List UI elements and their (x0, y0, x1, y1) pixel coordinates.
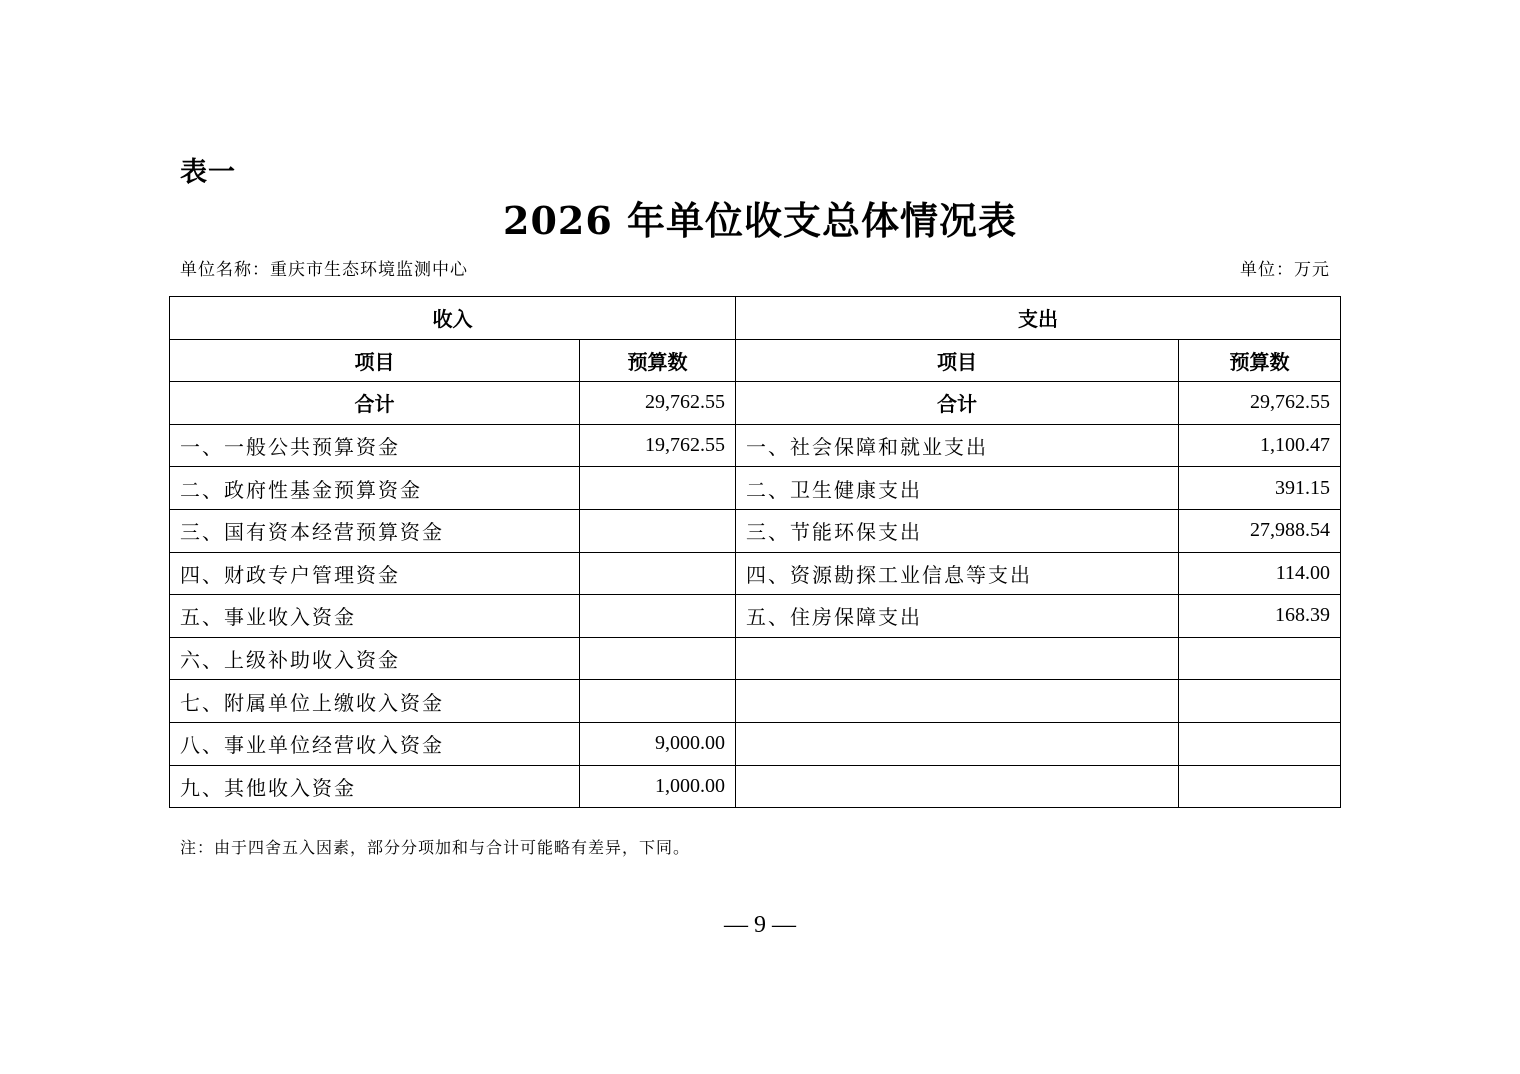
expense-value: 114.00 (1179, 552, 1341, 595)
expense-item (736, 765, 1179, 808)
expense-value: 29,762.55 (1179, 382, 1341, 425)
page-number: — 9 — (724, 912, 796, 938)
income-value (580, 637, 736, 680)
income-budget-header: 预算数 (580, 339, 736, 382)
unit-name: 单位名称：重庆市生态环境监测中心 (180, 260, 468, 280)
income-item-header: 项目 (170, 339, 580, 382)
expense-value (1179, 680, 1341, 723)
expense-value: 168.39 (1179, 595, 1341, 638)
expense-item: 二、卫生健康支出 (736, 467, 1179, 510)
income-item: 八、事业单位经营收入资金 (170, 722, 580, 765)
expense-item (736, 722, 1179, 765)
table-row (170, 765, 1341, 808)
expense-item (736, 680, 1179, 723)
expense-value: 1,100.47 (1179, 424, 1341, 467)
expense-value: 27,988.54 (1179, 509, 1341, 552)
income-value (580, 509, 736, 552)
table-row (170, 424, 1341, 467)
footnote: 注：由于四舍五入因素，部分分项加和与合计可能略有差异，下同。 (180, 838, 691, 857)
expense-item: 五、住房保障支出 (736, 595, 1179, 638)
income-value (580, 467, 736, 510)
table-row (170, 722, 1341, 765)
income-section-header: 收入 (170, 297, 736, 340)
expense-item-header: 项目 (736, 339, 1179, 382)
income-item: 五、事业收入资金 (170, 595, 580, 638)
table-row (170, 637, 1341, 680)
table-row (170, 509, 1341, 552)
expense-section-header: 支出 (736, 297, 1341, 340)
income-item: 合计 (170, 382, 580, 425)
income-item: 七、附属单位上缴收入资金 (170, 680, 580, 723)
page-title: 2026 年单位收支总体情况表 (503, 198, 1017, 243)
income-item: 六、上级补助收入资金 (170, 637, 580, 680)
income-item: 二、政府性基金预算资金 (170, 467, 580, 510)
total-row (170, 382, 1341, 425)
expense-budget-header: 预算数 (1179, 339, 1341, 382)
income-value: 29,762.55 (580, 382, 736, 425)
expense-value: 391.15 (1179, 467, 1341, 510)
table-number: 表一 (180, 157, 236, 188)
income-value: 1,000.00 (580, 765, 736, 808)
table-row (170, 680, 1341, 723)
income-item: 九、其他收入资金 (170, 765, 580, 808)
income-item: 四、财政专户管理资金 (170, 552, 580, 595)
expense-item: 合计 (736, 382, 1179, 425)
income-value (580, 595, 736, 638)
expense-item: 一、社会保障和就业支出 (736, 424, 1179, 467)
column-header-row (170, 339, 1341, 382)
income-value (580, 680, 736, 723)
budget-table (169, 296, 1341, 808)
income-value: 9,000.00 (580, 722, 736, 765)
table-row (170, 467, 1341, 510)
expense-value (1179, 722, 1341, 765)
income-item: 三、国有资本经营预算资金 (170, 509, 580, 552)
expense-item: 四、资源勘探工业信息等支出 (736, 552, 1179, 595)
income-item: 一、一般公共预算资金 (170, 424, 580, 467)
expense-item (736, 637, 1179, 680)
income-value (580, 552, 736, 595)
unit-of-measure: 单位：万元 (1240, 260, 1330, 280)
expense-value (1179, 765, 1341, 808)
table-row (170, 552, 1341, 595)
expense-value (1179, 637, 1341, 680)
expense-item: 三、节能环保支出 (736, 509, 1179, 552)
table-row (170, 595, 1341, 638)
section-header-row (170, 297, 1341, 340)
income-value: 19,762.55 (580, 424, 736, 467)
